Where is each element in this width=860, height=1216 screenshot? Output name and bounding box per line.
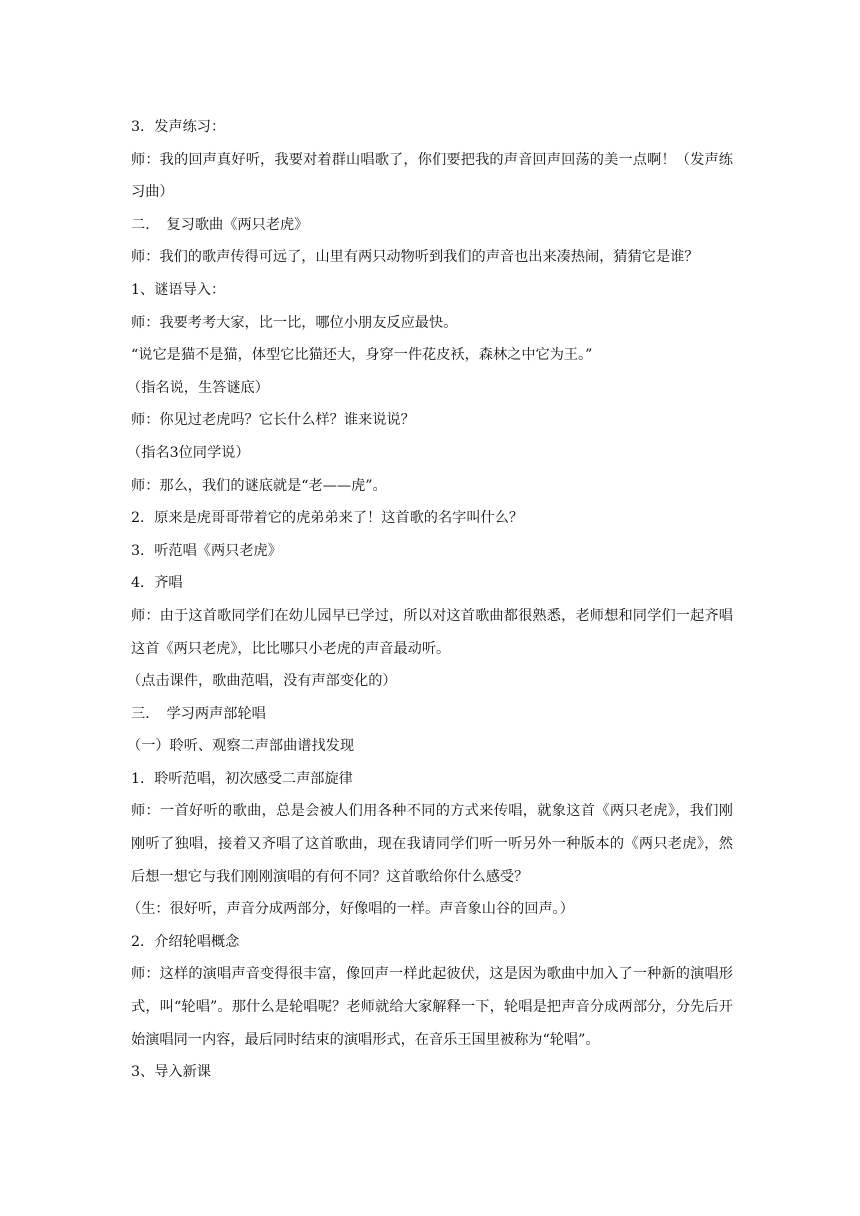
paragraph-song-name: 2．原来是虎哥哥带着它的虎弟弟来了！这首歌的名字叫什么？ xyxy=(131,510,524,527)
subsection-heading-listen-observe: （一）聆听、观察二声部曲谱找发现 xyxy=(127,738,355,755)
section-heading-round-singing: 三． 学习两声部轮唱 xyxy=(131,705,266,722)
paragraph-riddle-answer-note: （指名说，生答谜底） xyxy=(127,379,269,396)
paragraph-three-students: （指名3位同学说） xyxy=(127,444,250,461)
paragraph-listen-demo-two-part: 1．聆听范唱，初次感受二声部旋律 xyxy=(131,770,353,787)
paragraph-new-lesson-heading: 3、导入新课 xyxy=(131,1064,211,1081)
paragraph-riddle-solution: 师：那么，我们的谜底就是“老——虎”。 xyxy=(131,477,387,494)
paragraph-different-versions: 师：一首好听的歌曲，总是会被人们用各种不同的方式来传唱，就象这首《两只老虎》，我们刚刚听了独唱，接着又齐唱了这首歌曲，现在我请同学们听一听另外一种版本的《两只老虎》，然后想一想它与我们刚刚演唱的有何不同？这首歌给你什么感受？ xyxy=(131,803,733,885)
paragraph-student-response: （生：很好听，声音分成两部分，好像唱的一样。声音象山谷的回声。） xyxy=(127,901,574,918)
paragraph-sing-together-heading: 4．齐唱 xyxy=(131,575,183,592)
paragraph-quiz-teacher: 师：我要考考大家，比一比，哪位小朋友反应最快。 xyxy=(131,314,458,331)
paragraph-guess-animal: 师：我们的歌声传得可远了，山里有两只动物听到我们的声音也出来凑热闹，猜猜它是谁？ xyxy=(131,249,699,266)
paragraph-riddle-text: “说它是猫不是猫，体型它比猫还大，身穿一件花皮袄，森林之中它为王。” xyxy=(131,347,593,364)
paragraph-seen-tiger: 师：你见过老虎吗？它长什么样？谁来说说？ xyxy=(131,412,415,429)
paragraph-vocal-exercise-heading: 3．发声练习： xyxy=(131,119,226,135)
paragraph-round-concept-heading: 2．介绍轮唱概念 xyxy=(131,933,240,950)
paragraph-riddle-heading: 1、谜语导入： xyxy=(131,281,226,298)
section-heading-review-song: 二． 复习歌曲《两只老虎》 xyxy=(131,216,309,233)
paragraph-sing-together-teacher: 师：由于这首歌同学们在幼儿园早已学过，所以对这首歌曲都很熟悉，老师想和同学们一起齐唱这首《两只老虎》，比比哪只小老虎的声音最动听。 xyxy=(131,607,733,657)
paragraph-round-explanation: 师：这样的演唱声音变得很丰富，像回声一样此起彼伏，这是因为歌曲中加入了一种新的演唱形式，叫“轮唱”。那什么是轮唱呢？老师就给大家解释一下，轮唱是把声音分成两部分，分先后开始演唱同一内容，最后同时结束的演唱形式，在音乐王国里被称为“轮唱”。 xyxy=(131,966,733,1048)
document-body xyxy=(127,111,733,1089)
paragraph-echo-teacher: 师：我的回声真好听，我要对着群山唱歌了，你们要把我的声音回声回荡的美一点啊！（发声练习曲） xyxy=(131,151,733,201)
paragraph-courseware-note: （点击课件，歌曲范唱，没有声部变化的） xyxy=(127,673,397,690)
paragraph-listen-demo: 3．听范唱《两只老虎》 xyxy=(131,542,282,559)
